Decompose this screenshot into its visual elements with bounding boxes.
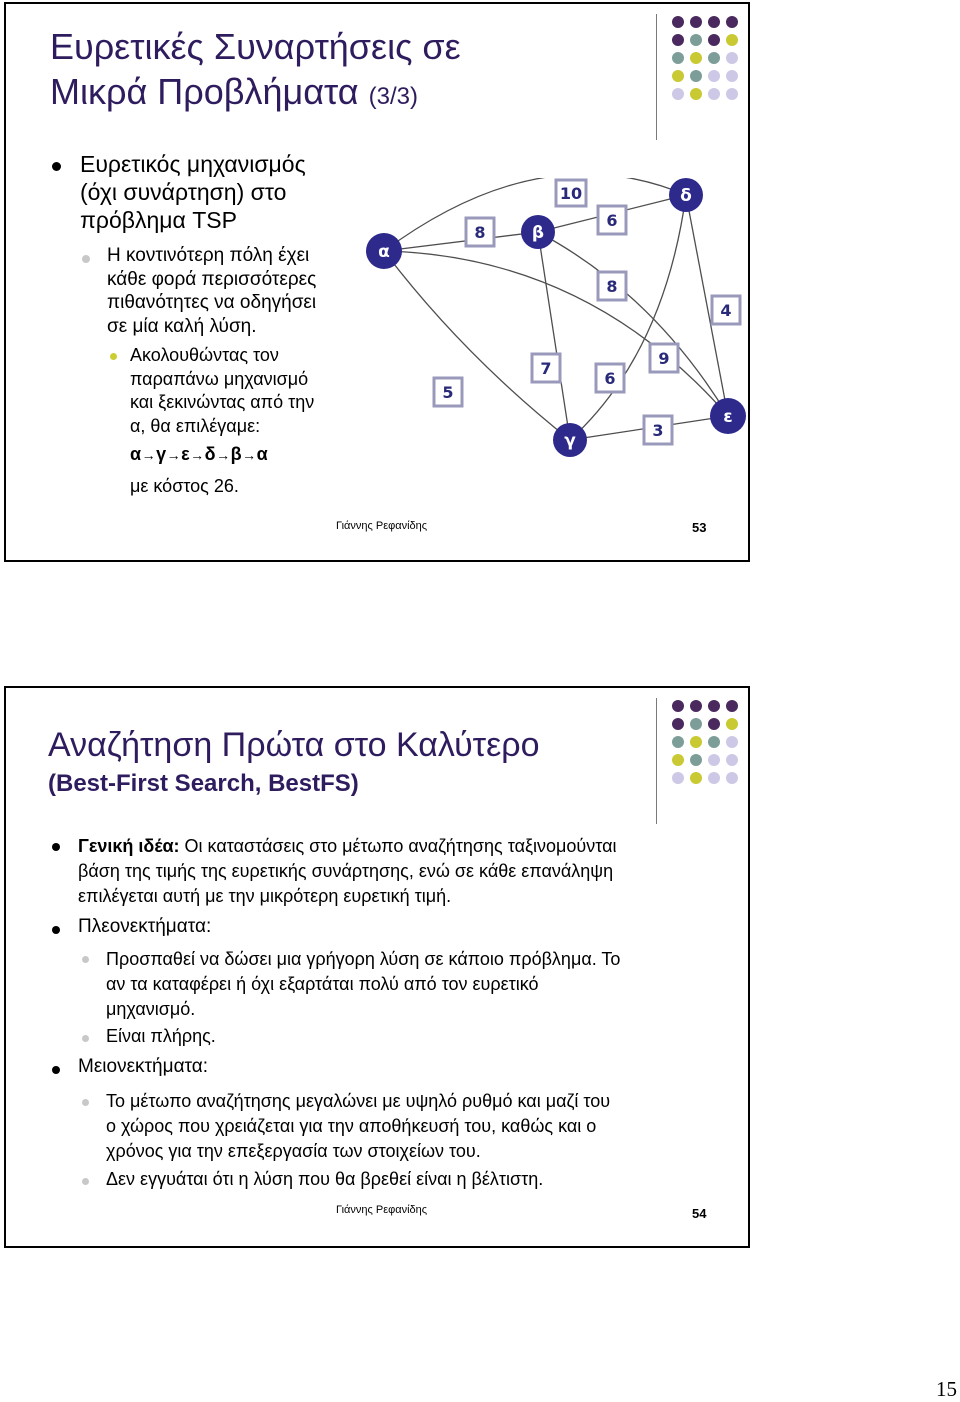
node-gamma: γ bbox=[564, 431, 576, 451]
decorative-dot bbox=[708, 88, 720, 100]
node-epsilon: ε bbox=[723, 407, 733, 427]
slide-title: Αναζήτηση Πρώτα στο Καλύτερο bbox=[48, 726, 540, 764]
tour-path: α→γ→ε→δ→β→α bbox=[130, 444, 269, 464]
arrow-icon: → bbox=[242, 447, 257, 463]
weight-label: 10 bbox=[559, 184, 583, 203]
decorative-dot bbox=[726, 754, 738, 766]
bullet-dot bbox=[82, 255, 90, 263]
slide-subtitle: (Best-First Search, BestFS) bbox=[48, 770, 359, 797]
decorative-dot bbox=[726, 88, 738, 100]
weight-label: 7 bbox=[540, 359, 552, 378]
decorative-dot bbox=[672, 88, 684, 100]
weight-label: 5 bbox=[442, 383, 454, 402]
weight-label: 3 bbox=[652, 421, 664, 440]
decorative-dot bbox=[690, 88, 702, 100]
bullet-following: Ακολουθώντας τον παραπάνω μηχανισμό και ξεκινώντας από την α, θα επιλέγαμε: bbox=[130, 345, 315, 436]
decorative-dot-grid bbox=[672, 700, 738, 784]
tsp-graph bbox=[362, 178, 754, 470]
decorative-dot-grid bbox=[672, 16, 738, 100]
bullet-dot bbox=[110, 353, 117, 360]
decorative-dot bbox=[726, 70, 738, 82]
bullet-disadvantage-not-optimal: Δεν εγγυάται ότι η λύση που θα βρεθεί είναι η βέλτιστη. bbox=[106, 1169, 544, 1189]
decorative-dot bbox=[690, 718, 702, 730]
decorative-dot bbox=[672, 34, 684, 46]
decorative-dot bbox=[672, 754, 684, 766]
decorative-dot bbox=[726, 718, 738, 730]
decorative-dot bbox=[672, 70, 684, 82]
decorative-dot bbox=[672, 772, 684, 784]
bullet-dot bbox=[52, 1066, 60, 1074]
decorative-dot bbox=[708, 34, 720, 46]
tour-cost: με κόστος 26. bbox=[130, 476, 239, 496]
weight-label: 8 bbox=[606, 277, 618, 296]
decorative-dot bbox=[690, 34, 702, 46]
decorative-dot bbox=[690, 70, 702, 82]
arrow-icon: → bbox=[216, 447, 231, 463]
node-beta: β bbox=[531, 223, 545, 243]
decorative-dot bbox=[726, 34, 738, 46]
decorative-dot bbox=[672, 700, 684, 712]
bullet-dot bbox=[82, 1178, 89, 1185]
decorative-dot bbox=[672, 16, 684, 28]
weight-label: 9 bbox=[658, 349, 670, 368]
slide-number: 54 bbox=[692, 1206, 707, 1221]
bullet-general-idea: Γενική ιδέα: Οι καταστάσεις στο μέτωπο αναζήτησης ταξινομούνται βάση της τιμής της ευρετικής συνάρτησης, ενώ σε κάθε επανάληψη επιλέγεται αυτή με την μικρότερη ευρετική τιμή. bbox=[78, 836, 617, 906]
decorative-dot bbox=[726, 16, 738, 28]
bullet-dot bbox=[82, 956, 89, 963]
bullet-disadvantage-memory: Το μέτωπο αναζήτησης μεγαλώνει με υψηλό ρυθμό και μαζί του ο χώρος που χρειάζεται για την αποθήκευσή του, καθώς και ο χρόνος για την επεξεργασία των στοιχείων του. bbox=[106, 1091, 611, 1161]
bullet-dot bbox=[82, 1099, 89, 1106]
decorative-dot bbox=[726, 736, 738, 748]
decorative-divider bbox=[656, 698, 657, 824]
title-suffix: (3/3) bbox=[368, 83, 418, 110]
decorative-dot bbox=[708, 52, 720, 64]
node-alpha: α bbox=[378, 242, 390, 262]
decorative-dot bbox=[708, 16, 720, 28]
decorative-dot bbox=[708, 70, 720, 82]
decorative-dot bbox=[726, 52, 738, 64]
footer-author: Γιάννης Ρεφανίδης bbox=[336, 1204, 428, 1216]
bullet-heuristic: Ευρετικός μηχανισμός (όχι συνάρτηση) στο πρόβλημα TSP bbox=[80, 151, 306, 233]
bullet-dot bbox=[52, 926, 60, 934]
decorative-dot bbox=[690, 16, 702, 28]
arrow-icon: → bbox=[166, 447, 182, 463]
weight-label: 6 bbox=[604, 369, 616, 388]
decorative-dot bbox=[708, 718, 720, 730]
decorative-dot bbox=[726, 772, 738, 784]
decorative-dot bbox=[690, 52, 702, 64]
decorative-dot bbox=[708, 700, 720, 712]
decorative-dot bbox=[690, 700, 702, 712]
bullet-dot bbox=[52, 843, 60, 851]
decorative-divider bbox=[656, 14, 657, 140]
bullet-advantage-complete: Είναι πλήρης. bbox=[106, 1026, 216, 1046]
decorative-dot bbox=[708, 754, 720, 766]
decorative-dot bbox=[690, 736, 702, 748]
weight-label: 8 bbox=[474, 223, 486, 242]
graph-nodes bbox=[366, 178, 746, 457]
arrow-icon: → bbox=[190, 447, 205, 463]
decorative-dot bbox=[690, 772, 702, 784]
decorative-dot bbox=[672, 718, 684, 730]
title-line-1: Ευρετικές Συναρτήσεις σε bbox=[50, 26, 461, 67]
footer-author: Γιάννης Ρεφανίδης bbox=[336, 520, 428, 532]
weight-label: 4 bbox=[720, 301, 732, 320]
slide-title bbox=[50, 24, 461, 119]
page-number: 15 bbox=[936, 1377, 957, 1401]
bullet-disadvantages: Μειονεκτήματα: bbox=[78, 1056, 209, 1077]
slide-54 bbox=[4, 686, 750, 1248]
decorative-dot bbox=[708, 772, 720, 784]
bullet-advantages: Πλεονεκτήματα: bbox=[78, 916, 212, 937]
decorative-dot bbox=[672, 52, 684, 64]
bullet-dot bbox=[82, 1035, 89, 1042]
decorative-dot bbox=[708, 736, 720, 748]
slide-number: 53 bbox=[692, 520, 707, 535]
bullet-nearest-city: Η κοντινότερη πόλη έχει κάθε φορά περισσότερες πιθανότητες να οδηγήσει σε μία καλή λύση. bbox=[107, 245, 317, 337]
node-delta: δ bbox=[680, 186, 692, 206]
arrow-icon: → bbox=[141, 447, 157, 463]
weight-label: 6 bbox=[606, 211, 618, 230]
title-line-2: Μικρά Προβλήματα (3/3) bbox=[50, 71, 418, 112]
decorative-dot bbox=[726, 700, 738, 712]
decorative-dot bbox=[690, 754, 702, 766]
bullet-advantage-fast: Προσπαθεί να δώσει μια γρήγορη λύση σε κάποιο πρόβλημα. Το αν τα καταφέρει ή όχι εξαρτάται πολύ από τον ευρετικό μηχανισμό. bbox=[106, 949, 621, 1019]
bullet-dot bbox=[52, 162, 61, 171]
decorative-dot bbox=[672, 736, 684, 748]
